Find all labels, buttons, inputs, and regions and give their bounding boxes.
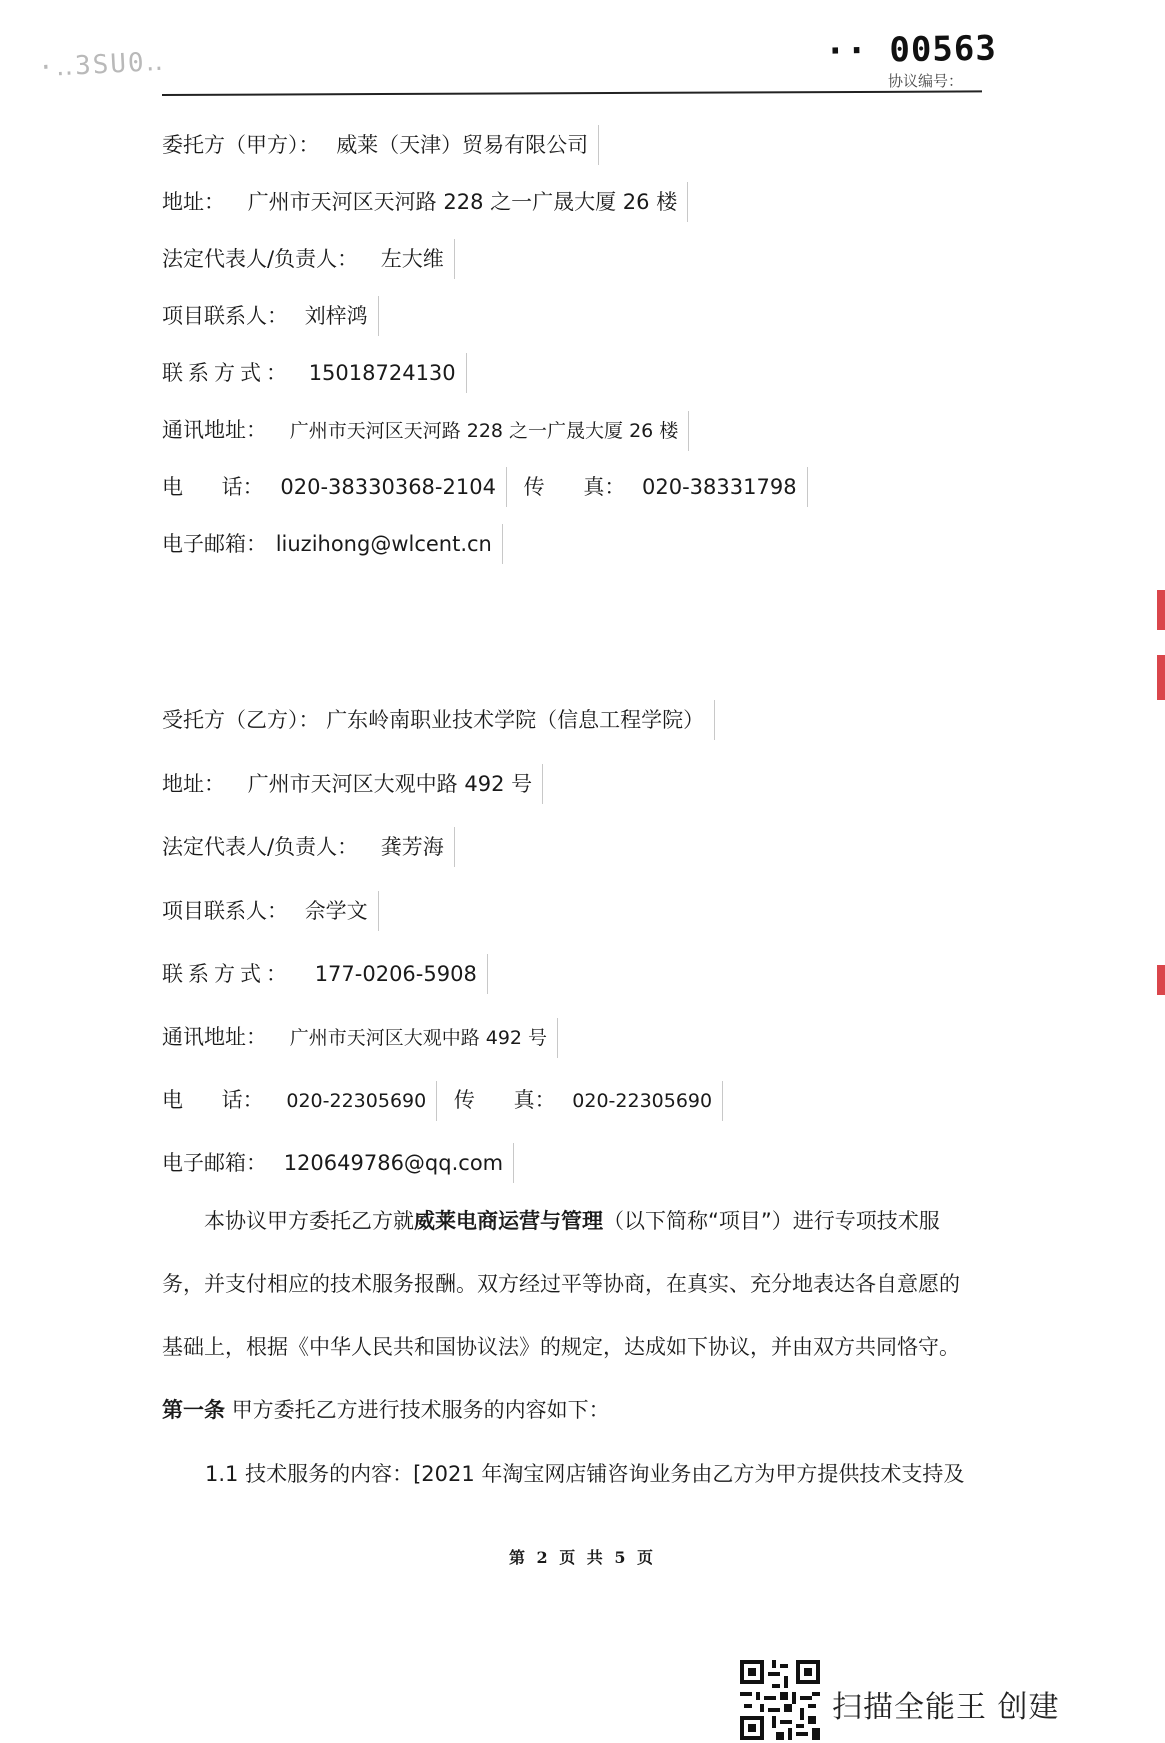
- party-b-mail-address-row: [162, 1017, 558, 1057]
- faint-serial-stamp: ·‥3SU0‥: [37, 46, 166, 84]
- red-seal-edge-mark: [1157, 965, 1165, 995]
- party-a-contact: 刘梓鸿: [295, 296, 379, 336]
- party-b-contact: 佘学文: [295, 891, 379, 931]
- party-b-phone: 177-0206-5908: [305, 954, 488, 994]
- party-a-address-label: 地址：: [162, 190, 225, 214]
- intro-text-pre: 本协议甲方委托乙方就: [204, 1209, 414, 1233]
- party-b-contact-row: [162, 891, 379, 931]
- party-b-title-label: 受托方（乙方）：: [162, 708, 320, 732]
- party-b-name-row: [162, 700, 715, 740]
- article-1-heading: [162, 1394, 610, 1426]
- party-b-tel-fax-row: [162, 1080, 723, 1120]
- page-indicator: 第 2 页 共 5 页: [508, 1548, 657, 1567]
- scanner-watermark-text: 扫描全能王 创建: [832, 1690, 1060, 1725]
- red-seal-edge-mark: [1157, 655, 1165, 700]
- party-a-contact-row: [162, 296, 379, 336]
- party-a-mail-address-label: 通讯地址：: [162, 418, 267, 442]
- party-a-mail-address: 广州市天河区天河路 228 之一广晟大厦 26 楼: [280, 411, 690, 451]
- party-a-mail-address-row: [162, 410, 689, 450]
- header-rule: [162, 90, 982, 96]
- party-a-phone: 15018724130: [299, 353, 467, 393]
- party-a-tel: 020-38330368-2104: [270, 467, 507, 507]
- agreement-intro-line-2: 务，并支付相应的技术服务报酬。双方经过平等协商，在真实、充分地表达各自意愿的: [162, 1272, 960, 1296]
- article-1-text: 甲方委托乙方进行技术服务的内容如下：: [231, 1398, 610, 1422]
- party-b-phone-row: [162, 954, 488, 994]
- article-1-item-1: [205, 1458, 964, 1490]
- item-1-1-label: 1.1 技术服务的内容：: [205, 1462, 414, 1486]
- party-a-rep-row: [162, 239, 455, 279]
- party-a-email: liuzihong@wlcent.cn: [274, 524, 503, 564]
- party-a-address: 广州市天河区天河路 228 之一广晟大厦 26 楼: [238, 182, 689, 222]
- party-b-rep-label: 法定代表人/负责人：: [162, 835, 359, 859]
- party-a-tel-fax-row: [162, 467, 808, 507]
- agreement-number-label: 协议编号：: [888, 72, 964, 90]
- party-a-tel-label: 电 话：: [162, 475, 264, 499]
- qr-code-icon: [740, 1660, 820, 1740]
- party-b-rep: 龚芳海: [371, 827, 455, 867]
- party-b-mail-address: 广州市天河区大观中路 492 号: [280, 1018, 558, 1058]
- party-a-name: 威莱（天津）贸易有限公司: [326, 125, 599, 165]
- party-b-address-label: 地址：: [162, 772, 225, 796]
- party-b-address-row: [162, 764, 543, 804]
- intro-text-post: （以下简称“项目”）进行专项技术服: [603, 1209, 940, 1233]
- party-b-tel-label: 电 话：: [162, 1088, 264, 1112]
- party-b-address: 广州市天河区大观中路 492 号: [238, 764, 543, 804]
- article-1-label: 第一条: [162, 1398, 225, 1422]
- item-1-1-text: [2021 年淘宝网店铺咨询业务由乙方为甲方提供技术支持及: [413, 1462, 965, 1486]
- party-a-fax: 020-38331798: [632, 467, 808, 507]
- party-a-phone-row: [162, 353, 467, 393]
- party-b-email: 120649786@qq.com: [274, 1143, 514, 1183]
- party-a-email-row: [162, 524, 503, 564]
- party-b-email-label: 电子邮箱：: [162, 1151, 267, 1175]
- party-a-contact-label: 项目联系人：: [162, 304, 288, 328]
- party-b-fax-label: 传 真：: [453, 1088, 556, 1112]
- party-b-contact-label: 项目联系人：: [162, 899, 288, 923]
- party-b-phone-label: 联系方式：: [162, 962, 292, 986]
- party-a-email-label: 电子邮箱：: [162, 532, 267, 556]
- red-seal-edge-mark: [1157, 590, 1165, 630]
- party-a-name-row: [162, 125, 599, 165]
- party-b-tel: 020-22305690: [276, 1081, 437, 1121]
- project-name: 威莱电商运营与管理: [414, 1209, 603, 1233]
- agreement-number: ·· 00563: [824, 28, 998, 72]
- party-a-address-row: [162, 182, 688, 222]
- party-a-fax-label: 传 真：: [523, 475, 626, 499]
- party-a-rep-label: 法定代表人/负责人：: [162, 247, 359, 271]
- party-b-email-row: [162, 1143, 514, 1183]
- party-a-rep: 左大维: [371, 239, 455, 279]
- party-b-rep-row: [162, 827, 455, 867]
- agreement-intro-line-3: 基础上，根据《中华人民共和国协议法》的规定，达成如下协议，并由双方共同恪守。: [162, 1335, 960, 1359]
- agreement-intro-line-1: [162, 1205, 982, 1237]
- party-a-phone-label: 联系方式：: [162, 361, 292, 385]
- party-b-mail-address-label: 通讯地址：: [162, 1025, 267, 1049]
- party-b-fax: 020-22305690: [562, 1081, 723, 1121]
- party-b-name: 广东岭南职业技术学院（信息工程学院）: [326, 700, 715, 740]
- party-a-title-label: 委托方（甲方）：: [162, 133, 320, 157]
